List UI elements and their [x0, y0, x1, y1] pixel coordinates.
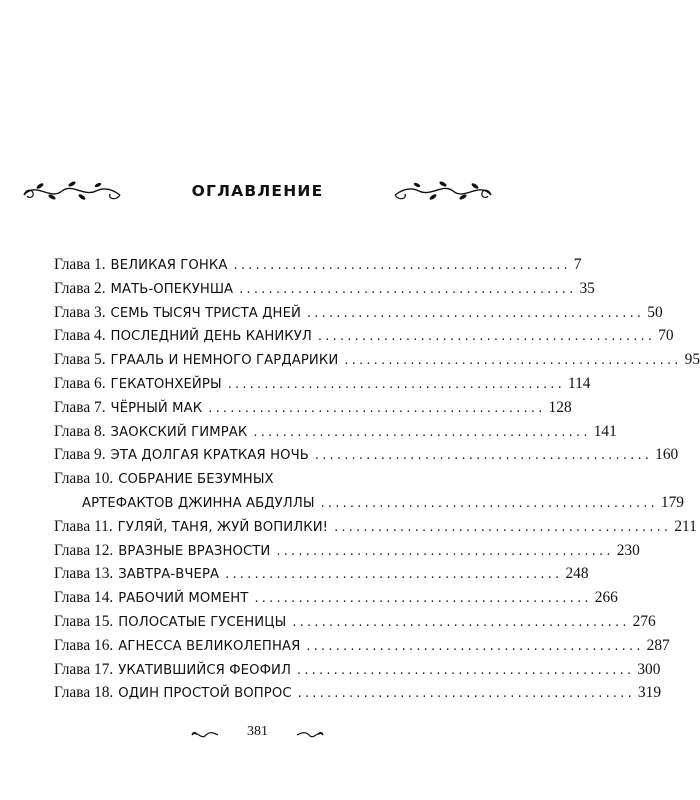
chapter-label: Глава 7. — [54, 398, 106, 416]
toc-entry[interactable] — [54, 348, 700, 372]
chapter-label: Глава 12. — [54, 541, 114, 559]
dot-leader: .............................................. — [334, 519, 672, 535]
page-number: 266 — [594, 589, 618, 607]
chapter-title: ЧЁРНЫЙ МАК — [110, 400, 203, 416]
chapter-label: Глава 17. — [54, 660, 114, 678]
page-number: 95 — [684, 351, 700, 369]
toc-entry[interactable] — [54, 443, 679, 467]
dot-leader: .............................................. — [344, 353, 682, 369]
chapter-title: СОБРАНИЕ БЕЗУМНЫХ — [118, 472, 274, 488]
dot-leader: .............................................. — [306, 638, 644, 654]
dot-leader: .............................................. — [292, 614, 630, 630]
toc-entry[interactable] — [54, 324, 674, 348]
toc-entry[interactable] — [54, 301, 663, 325]
toc-title: ОГЛАВЛЕНИЕ — [191, 182, 324, 200]
chapter-label: Глава 11. — [54, 517, 113, 535]
chapter-title: ОДИН ПРОСТОЙ ВОПРОС — [118, 686, 292, 702]
chapter-label: Глава 5. — [54, 351, 106, 369]
chapter-title: ЗАВТРА-ВЧЕРА — [118, 567, 220, 583]
chapter-label: Глава 14. — [54, 589, 114, 607]
dot-leader: .............................................. — [306, 305, 645, 321]
chapter-title: АГНЕССА ВЕЛИКОЛЕПНАЯ — [118, 638, 301, 654]
dot-leader: .............................................. — [227, 376, 565, 392]
toc-entry[interactable] — [54, 539, 640, 563]
chapter-label: Глава 18. — [54, 684, 114, 702]
dot-leader: .............................................. — [276, 543, 614, 559]
chapter-label: Глава 1. — [54, 256, 106, 273]
toc-header — [0, 174, 515, 208]
toc-entry[interactable] — [54, 277, 595, 301]
page-number: 300 — [637, 660, 661, 678]
chapter-label: Глава 16. — [54, 636, 114, 654]
page-number: 160 — [655, 446, 679, 464]
chapter-label: Глава 13. — [54, 565, 114, 583]
toc-entry[interactable] — [54, 610, 656, 634]
chapter-title-continuation: АРТЕФАКТОВ ДЖИННА АБДУЛЛЫ — [82, 495, 315, 511]
chapter-title: УКАТИВШИЙСЯ ФЕОФИЛ — [118, 662, 292, 678]
vine-flourish-icon — [296, 729, 324, 741]
toc-entry[interactable] — [54, 467, 684, 515]
page-number: 211 — [674, 517, 697, 535]
page-number-footer: 381 — [247, 724, 268, 739]
chapter-title: РАБОЧИЙ МОМЕНТ — [118, 591, 249, 607]
chapter-title: ПОЛОСАТЫЕ ГУСЕНИЦЫ — [118, 614, 287, 630]
toc-entry[interactable] — [54, 372, 591, 396]
chapter-title: ЗАОКСКИЙ ГИМРАК — [110, 424, 248, 440]
dot-leader: .............................................. — [317, 329, 656, 345]
chapter-label: Глава 10. — [54, 470, 114, 488]
dot-leader: .............................................. — [314, 448, 653, 464]
page-number: 50 — [647, 303, 663, 321]
dot-leader: .............................................. — [297, 662, 635, 678]
chapter-label: Глава 9. — [54, 446, 106, 464]
dot-leader: .............................................. — [239, 281, 577, 297]
chapter-title: ПОСЛЕДНИЙ ДЕНЬ КАНИКУЛ — [110, 329, 312, 345]
chapter-label: Глава 2. — [54, 279, 106, 297]
vine-flourish-icon — [393, 177, 493, 205]
chapter-title: ГРААЛЬ И НЕМНОГО ГАРДАРИКИ — [110, 353, 339, 369]
chapter-label: Глава 8. — [54, 422, 106, 440]
chapter-label: Глава 6. — [54, 374, 106, 392]
page-number: 276 — [632, 612, 656, 630]
dot-leader: .............................................. — [320, 495, 658, 511]
page-footer — [0, 724, 515, 744]
page-number: 7 — [573, 256, 582, 273]
chapter-title: ГЕКАТОНХЕЙРЫ — [110, 376, 222, 392]
toc-entry[interactable] — [54, 634, 670, 658]
page-number: 128 — [548, 398, 572, 416]
chapter-label: Глава 3. — [54, 303, 106, 321]
page-number: 141 — [593, 422, 617, 440]
dot-leader: .............................................. — [254, 591, 592, 607]
dot-leader: .............................................. — [253, 424, 591, 440]
dot-leader: .............................................. — [225, 567, 563, 583]
dot-leader: .............................................. — [208, 400, 546, 416]
toc-entry[interactable] — [54, 396, 572, 420]
chapter-label: Глава 15. — [54, 612, 114, 630]
toc-entry[interactable] — [54, 253, 582, 277]
toc-entry[interactable] — [54, 515, 697, 539]
chapter-title: МАТЬ-ОПЕКУНША — [110, 281, 234, 297]
page-number: 287 — [646, 636, 670, 654]
toc-entry[interactable] — [54, 420, 617, 444]
chapter-title: ВРАЗНЫЕ ВРАЗНОСТИ — [118, 543, 271, 559]
dot-leader: .............................................. — [297, 686, 635, 702]
toc-list — [54, 253, 700, 705]
toc-entry[interactable] — [54, 586, 618, 610]
page-number: 114 — [567, 374, 591, 392]
toc-entry[interactable] — [54, 562, 589, 586]
toc-entry[interactable] — [54, 658, 661, 682]
page-number: 230 — [616, 541, 640, 559]
chapter-title: ГУЛЯЙ, ТАНЯ, ЖУЙ ВОПИЛКИ! — [117, 519, 329, 535]
page-number: 248 — [565, 565, 589, 583]
toc-entry[interactable] — [54, 681, 662, 705]
chapter-title: СЕМЬ ТЫСЯЧ ТРИСТА ДНЕЙ — [110, 305, 301, 321]
page-number: 179 — [660, 493, 684, 511]
page-number: 35 — [579, 279, 595, 297]
page-number: 319 — [637, 684, 662, 702]
dot-leader: .............................................. — [233, 258, 571, 273]
chapter-label: Глава 4. — [54, 327, 106, 345]
chapter-title: ВЕЛИКАЯ ГОНКА — [110, 258, 228, 273]
page-number: 70 — [658, 327, 674, 345]
chapter-title: ЭТА ДОЛГАЯ КРАТКАЯ НОЧЬ — [110, 448, 309, 464]
